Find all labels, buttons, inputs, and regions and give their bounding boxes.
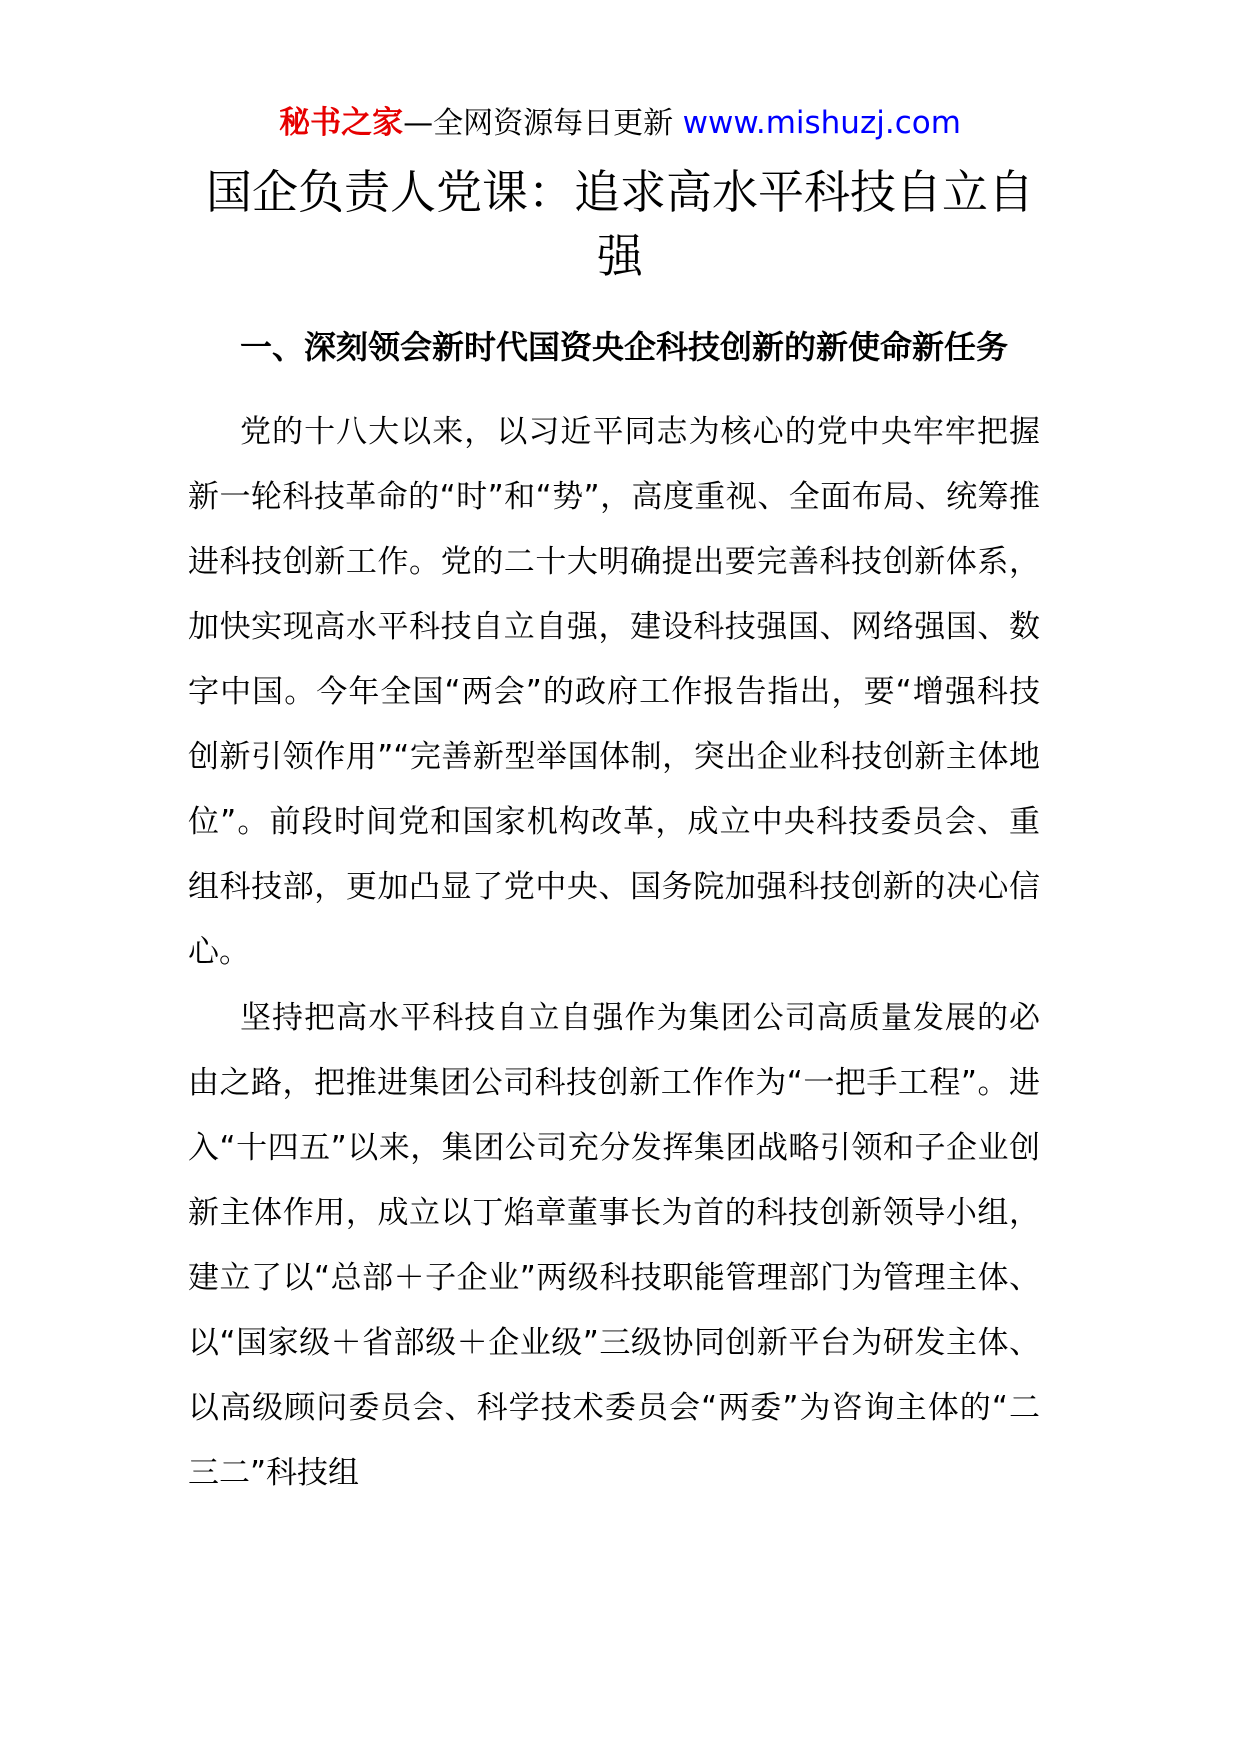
body-paragraph-1: 党的十八大以来，以习近平同志为核心的党中央牢牢把握新一轮科技革命的“时”和“势”，高度重视、全面布局、统筹推进科技创新工作。党的二十大明确提出要完善科技创新体系，加快实现高水平科技自立自强，建设科技强国、网络强国、数字中国。今年全国“两会”的政府工作报告指出，要“增强科技创新引领作用”“完善新型举国体制，突出企业科技创新主体地位”。前段时间党和国家机构改革，成立中央科技委员会、重组科技部，更加凸显了党中央、国务院加强科技创新的决心信心。: [188, 414, 1040, 970]
site-url-link[interactable]: www.mishuzj.com: [682, 105, 961, 141]
document-title: 国企负责人党课：追求高水平科技自立自强: [206, 165, 1034, 283]
body-paragraph-2: 坚持把高水平科技自立自强作为集团公司高质量发展的必由之路，把推进集团公司科技创新工作作为“一把手工程”。进入“十四五”以来，集团公司充分发挥集团战略引领和子企业创新主体作用，成立以丁焰章董事长为首的科技创新领导小组，建立了以“总部＋子企业”两级科技职能管理部门为管理主体、以“国家级＋省部级＋企业级”三级协同创新平台为研发主体、以高级顾问委员会、科学技术委员会“两委”为咨询主体的“二三二”科技组: [188, 1000, 1040, 1491]
section-heading: 一、深刻领会新时代国资央企科技创新的新使命新任务: [240, 328, 1009, 366]
header-tagline: —全网资源每日更新: [403, 106, 674, 141]
site-header: [0, 98, 1240, 149]
brand-name: 秘书之家: [279, 105, 404, 141]
